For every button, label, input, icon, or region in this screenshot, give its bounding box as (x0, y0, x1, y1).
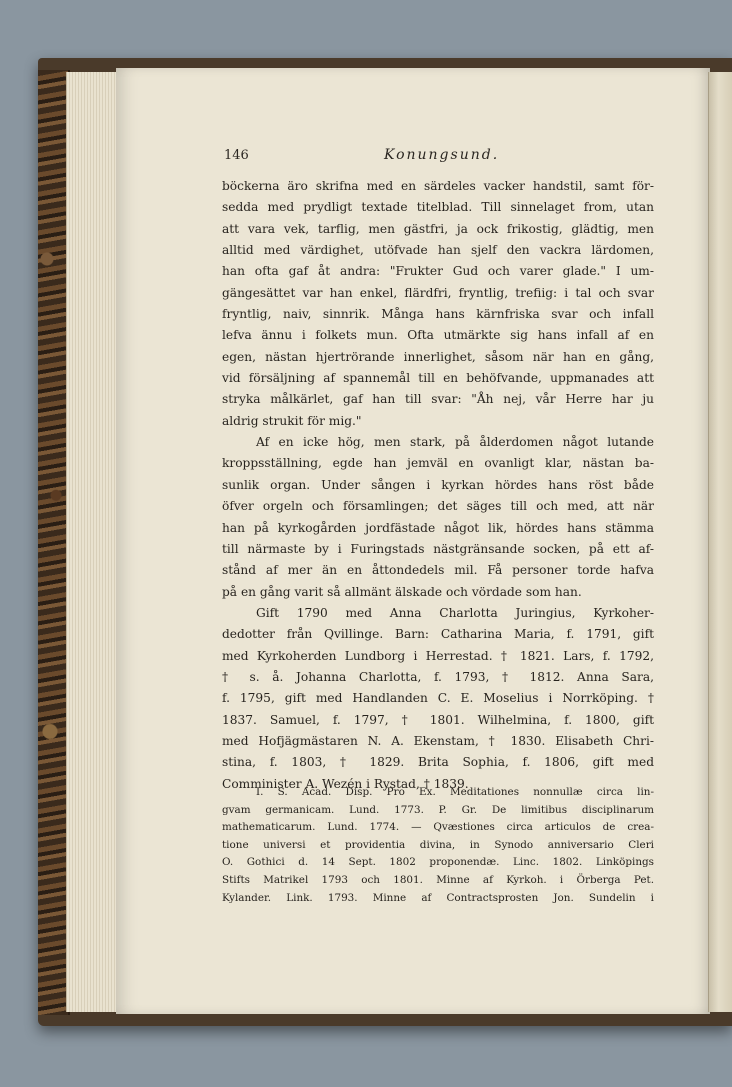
note-line: O. Gothici d. 14 Sept. 1802 proponendæ. Linc. 1802. Linköpings (222, 856, 654, 869)
page-number: 146 (224, 148, 249, 163)
note-line: gvam germanicam. Lund. 1773. P. Gr. De limitibus disciplinarum (222, 803, 654, 816)
text-line: sunlik organ. Under sången i kyrkan hördes hans röst både (222, 477, 654, 492)
body-text (222, 176, 654, 795)
text-line: f. 1795, gift med Handlanden C. E. Moselius i Norrköping. † (222, 691, 654, 706)
page-edges (66, 72, 119, 1012)
text-line: dedotter från Qvillinge. Barn: Catharina Maria, f. 1791, gift (222, 627, 654, 642)
text-line: han på kyrkogården jordfästade något lik, hördes hans stämma (222, 520, 654, 535)
text-line: han ofta gaf åt andra: "Frukter Gud och varer glade." I um- (222, 264, 654, 279)
text-line: Af en icke hög, men stark, på ålderdomen något lutande (256, 435, 654, 450)
text-line: vid försäljning af spannemål till en behöfvande, uppmanades att (222, 371, 654, 386)
text-line: stryka målkärlet, gaf han till svar: "Åh nej, vår Herre har ju (222, 392, 654, 407)
text-line: † s. å. Johanna Charlotta, f. 1793, † 1812. Anna Sara, (222, 669, 654, 684)
text-line: Gift 1790 med Anna Charlotta Juringius, Kyrkoher- (256, 605, 654, 620)
text-line: öfver orgeln och församlingen; det säges till och med, att när (222, 499, 654, 514)
text-line: med Kyrkoherden Lundborg i Herrestad. † 1821. Lars, f. 1792, (222, 648, 654, 663)
text-line: lefva ännu i folkets mun. Ofta utmärkte sig hans infall af en (222, 328, 654, 343)
page-header (224, 148, 644, 168)
running-head: Konungsund. (384, 147, 500, 163)
note-line: I. S. Acad. Disp. Pro Ex. Meditationes nonnullæ circa lin- (256, 786, 654, 798)
text-line: 1837. Samuel, f. 1797, † 1801. Wilhelmina, f. 1800, gift (222, 712, 654, 727)
note-line: Stifts Matrikel 1793 och 1801. Minne af Kyrkoh. i Örberga Pet. (222, 873, 654, 886)
text-line: på en gång varit så allmänt älskade och vördade som han. (222, 584, 582, 599)
text-line: gängesättet var han enkel, flärdfri, fryntlig, trefiig: i tal och svar (222, 285, 654, 300)
note-line: tione universi et providentia divina, in Synodo anniversario Cleri (222, 838, 654, 851)
text-line: stånd af mer än en åttondedels mil. Få personer torde hafva (222, 563, 654, 578)
text-line: fryntlig, naiv, sinnrik. Många hans kärnfriska svar och infall (222, 307, 654, 322)
text-line: aldrig strukit för mig." (222, 413, 362, 428)
text-line: sedda med prydligt textade titelblad. Till sinnelaget from, utan (222, 200, 654, 215)
text-line: kroppsställning, egde han jemväl en ovanligt klar, nästan ba- (222, 456, 654, 471)
text-line: Comminister A. Wezén i Rystad, † 1839. (222, 776, 469, 791)
facing-page-edge (708, 72, 732, 1012)
text-line: böckerna äro skrifna med en särdeles vacker handstil, samt för- (222, 179, 654, 193)
bibliography-notes (222, 784, 654, 907)
text-line: stina, f. 1803, † 1829. Brita Sophia, f. 1806, gift med (222, 755, 654, 770)
note-line: Kylander. Link. 1793. Minne af Contractsprosten Jon. Sundelin i (222, 891, 654, 904)
text-line: med Hofjägmästaren N. A. Ekenstam, † 1830. Elisabeth Chri- (222, 733, 654, 748)
text-line: alltid med värdighet, utöfvade han sjelf den vackra lärdomen, (222, 243, 654, 258)
text-line: att vara vek, tarflig, men gästfri, ja ock frikostig, glädtig, men (222, 221, 654, 236)
text-line: egen, nästan hjertrörande innerlighet, såsom när han en gång, (222, 349, 654, 364)
text-line: till närmaste by i Furingstads nästgränsande socken, på ett af- (222, 541, 654, 556)
note-line: mathematicarum. Lund. 1774. — Qvæstiones circa articulos de crea- (222, 821, 654, 834)
